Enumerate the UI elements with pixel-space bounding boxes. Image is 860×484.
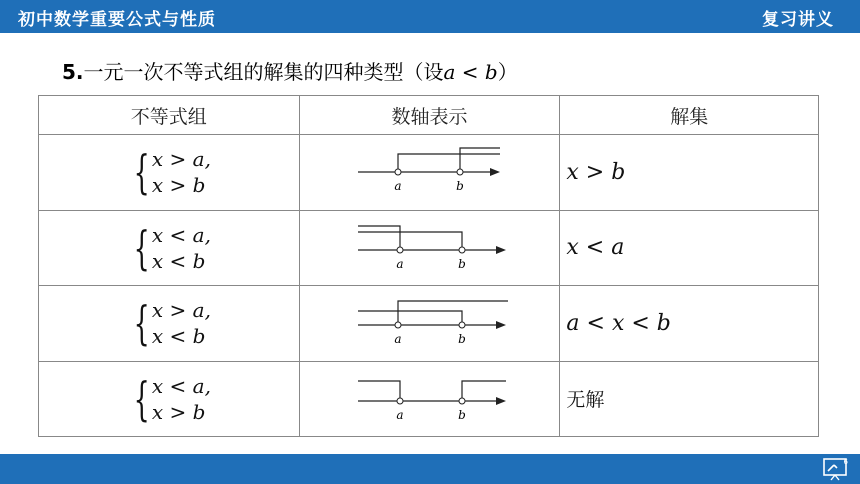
footer-bar bbox=[0, 454, 860, 484]
section-condition: a < b bbox=[443, 60, 498, 84]
axis-label-a: a bbox=[393, 179, 402, 194]
section-close: ） bbox=[497, 60, 518, 84]
brace-symbol: { bbox=[133, 145, 150, 200]
header-solution: 解集 bbox=[560, 96, 819, 135]
inequality-table bbox=[38, 95, 819, 437]
axis-label-b: b bbox=[457, 407, 466, 422]
page-number: 6 bbox=[843, 458, 848, 466]
system-cell bbox=[39, 135, 300, 211]
solution-text: x > b bbox=[566, 159, 626, 185]
number-line-diagram bbox=[350, 144, 510, 200]
header-bar bbox=[0, 0, 860, 33]
inequality-line-2: x > b bbox=[151, 399, 206, 424]
solution-text: a < x < b bbox=[566, 310, 671, 336]
table-row bbox=[39, 286, 819, 362]
number-line-cell bbox=[299, 286, 560, 362]
header-system: 不等式组 bbox=[39, 96, 300, 135]
solution-cell bbox=[560, 210, 819, 286]
table-row bbox=[39, 361, 819, 437]
brace-symbol: { bbox=[133, 296, 150, 351]
inequality-line-2: x < b bbox=[151, 248, 206, 273]
table-row bbox=[39, 210, 819, 286]
number-line-diagram bbox=[350, 295, 510, 351]
system-cell bbox=[39, 361, 300, 437]
inequality-line-1: x > a, bbox=[151, 147, 211, 172]
course-title: 初中数学重要公式与性质 bbox=[18, 10, 216, 30]
inequality-line-2: x > b bbox=[151, 173, 206, 198]
table-row bbox=[39, 135, 819, 211]
table-header-row bbox=[39, 96, 819, 135]
axis-label-a: a bbox=[395, 256, 404, 271]
header-number-line: 数轴表示 bbox=[299, 96, 560, 135]
inequality-line-2: x < b bbox=[151, 324, 206, 349]
solution-text: x < a bbox=[566, 235, 625, 261]
section-heading bbox=[62, 56, 518, 85]
inequality-line-1: x < a, bbox=[151, 222, 211, 247]
inequality-line-1: x > a, bbox=[151, 298, 211, 323]
section-title: 一元一次不等式组的解集的四种类型（设 bbox=[83, 60, 444, 84]
brace-symbol: { bbox=[133, 371, 150, 426]
solution-cell bbox=[560, 286, 819, 362]
axis-label-a: a bbox=[395, 407, 404, 422]
number-line-cell bbox=[299, 135, 560, 211]
inequality-line-1: x < a, bbox=[151, 373, 211, 398]
solution-cell bbox=[560, 135, 819, 211]
number-line-cell bbox=[299, 361, 560, 437]
brace-symbol: { bbox=[133, 220, 150, 275]
solution-text: 无解 bbox=[566, 389, 605, 412]
solution-cell bbox=[560, 361, 819, 437]
axis-label-b: b bbox=[457, 332, 466, 347]
system-cell bbox=[39, 286, 300, 362]
axis-label-b: b bbox=[455, 179, 464, 194]
system-cell bbox=[39, 210, 300, 286]
axis-label-a: a bbox=[393, 332, 402, 347]
section-number: 5. bbox=[62, 60, 84, 84]
axis-label-b: b bbox=[457, 256, 466, 271]
section-label: 复习讲义 bbox=[762, 10, 834, 30]
number-line-cell bbox=[299, 210, 560, 286]
number-line-diagram bbox=[350, 371, 510, 427]
number-line-diagram bbox=[350, 220, 510, 276]
